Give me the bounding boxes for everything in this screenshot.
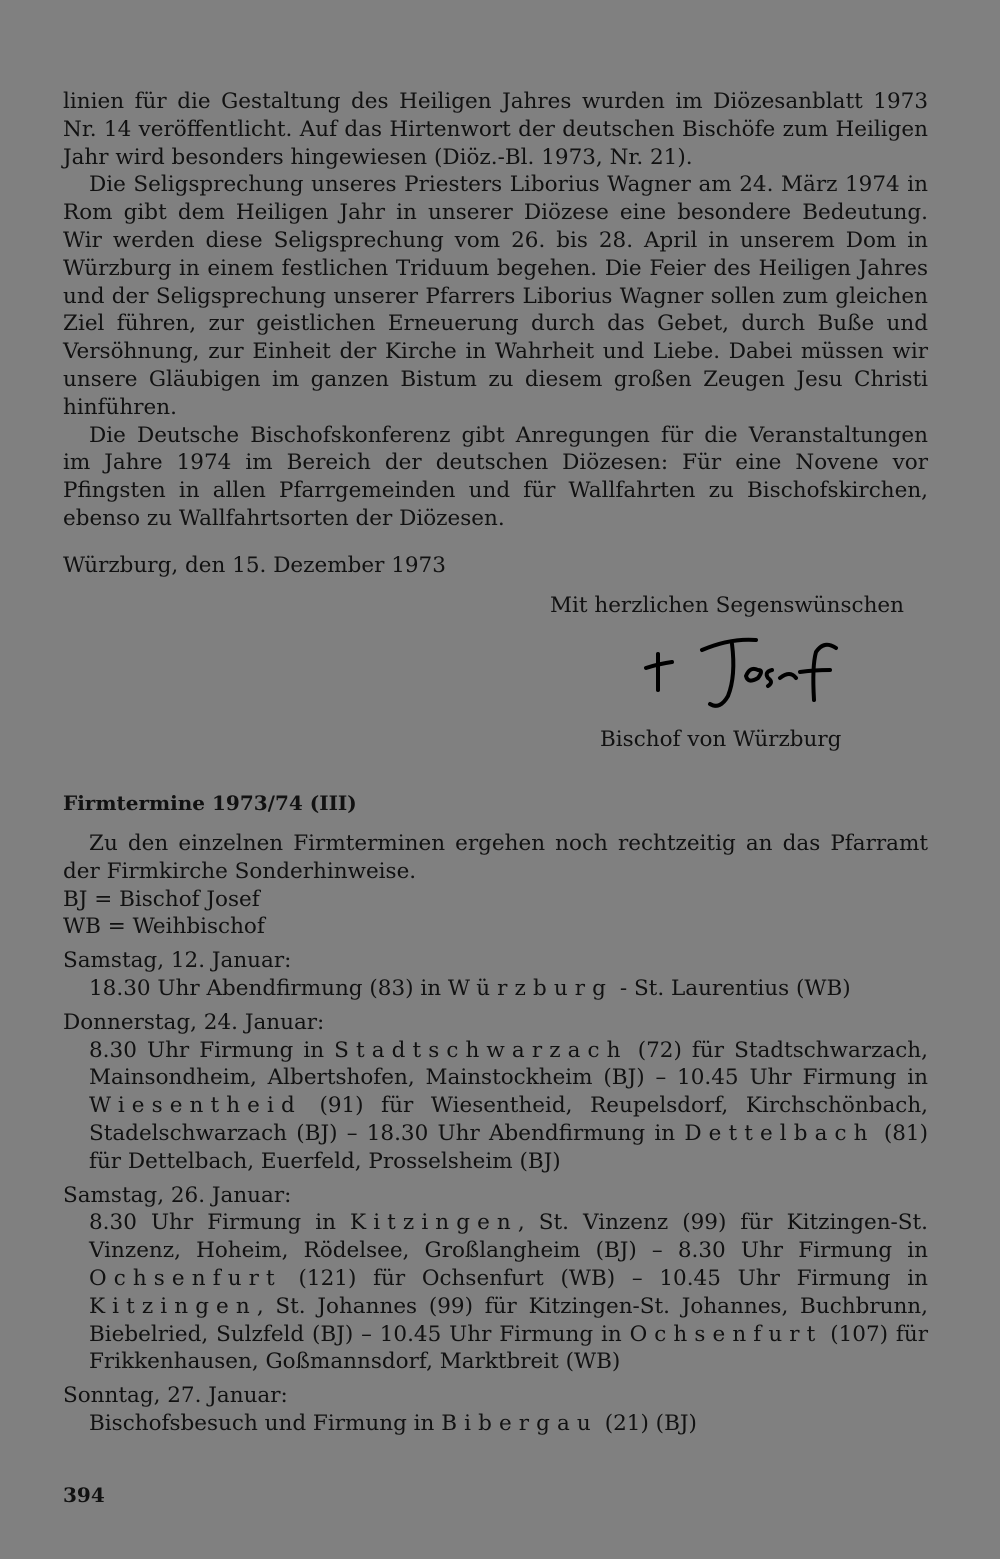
schedule-time-text: 10.45 Uhr Firmung in (677, 1065, 929, 1091)
paragraph: Die Seligsprechung unseres Priesters Liborius Wagner am 24. März 1974 in Rom gibt dem Heiligen Jahr in unserer Diözese eine besondere Bedeutung. Wir werden diese Seligsprechung vom 26. bis 28. April in unserem Dom in Würzburg in einem festlichen Triduum begehen. Die Feier des Heiligen Jahres und der Seligsprechung unserer Pfarrers Liborius Wagner sollen zum gleichen Ziel führen, zur geistlichen Erneuerung durch das Gebet, durch Buße und Versöhnung, zur Einheit der Kirche in Wahrheit und Liebe. Dabei müssen wir unsere Gläubigen im ganzen Bistum zu diesem großen Zeugen Jesu Christi hinführen. (63, 172, 928, 420)
place-name: Ochsenfurt (89, 1265, 282, 1291)
intro-text (63, 88, 928, 533)
section-heading: Firmtermine 1973/74 (III) (63, 791, 357, 815)
schedule-time-text: Bischofsbesuch und Firmung in (89, 1410, 442, 1436)
place-date: Würzburg, den 15. Dezember 1973 (63, 553, 446, 578)
paragraph: Die Deutsche Bischofskonferenz gibt Anregungen für die Veranstaltungen im Jahre 1974 im Bereich der deutschen Diözesen: Für eine Novene vor Pfingsten in allen Pfarrgemeinden und für Wallfahrten zu Bischofskirchen, ebenso zu Wallfahrtsorten der Diözesen. (63, 422, 928, 531)
place-name: Wiesentheid (89, 1093, 302, 1119)
section-body (63, 830, 928, 1438)
page-number: 394 (63, 1483, 105, 1507)
place-name: Würzburg (447, 975, 614, 1001)
schedule-time-text: 18.30 Uhr Abendfirmung in (366, 1120, 685, 1146)
schedule-detail-text: , St. Vinzenz (99) für Kitzingen-St. Vinzenz, Hoheim, Rödelsee, Großlangheim (BJ) – (89, 1210, 929, 1264)
schedule-text (63, 975, 928, 1003)
place-name: Dettelbach (684, 1120, 875, 1146)
schedule-date: Samstag, 12. Januar: (63, 948, 292, 974)
place-name: Stadtschwarzach (334, 1037, 628, 1063)
schedule-detail-text: (72) für Stadtschwarzach, Mainsondheim, Albertshofen, Mainstockheim (BJ) – (89, 1037, 928, 1091)
schedule-text (63, 1037, 928, 1176)
schedule-time-text: 10.45 Uhr Firmung in (379, 1321, 630, 1347)
schedule-detail-text: , St. Johannes (99) für Kitzingen-St. Johannes, Buchbrunn, Biebelried, Sulzfeld (BJ) – (89, 1293, 928, 1347)
signature-drawing (640, 626, 850, 716)
schedule-date: Samstag, 26. Januar: (63, 1182, 292, 1208)
closing-line: Mit herzlichen Segenswünschen (550, 593, 904, 618)
schedule-detail-text: (81) für Dettelbach, Euerfeld, Prosselsheim (BJ) (89, 1120, 928, 1174)
signer-title: Bischof von Würzburg (600, 727, 842, 752)
schedule-text (63, 1410, 928, 1438)
schedule-detail-text: - St. Laurentius (WB) (613, 975, 851, 1001)
schedule-entry (63, 947, 928, 1003)
place-name: Kitzingen (89, 1293, 257, 1319)
confirmation-schedule (63, 947, 928, 1438)
schedule-detail-text: (91) für Wiesentheid, Reupelsdorf, Kirchschönbach, Stadelschwarzach (BJ) – (89, 1093, 928, 1146)
schedule-detail-text: (121) für Ochsenfurt (WB) – (281, 1265, 660, 1291)
schedule-time-text: 10.45 Uhr Firmung in (659, 1265, 928, 1291)
schedule-detail-text: (21) (BJ) (597, 1410, 697, 1436)
place-name: Ochsenfurt (629, 1321, 823, 1347)
paragraph: linien für die Gestaltung des Heiligen Jahres wurden im Diözesanblatt 1973 Nr. 14 veröffentlicht. Auf das Hirtenwort der deutschen Bischöfe zum Heiligen Jahr wird besonders hingewiesen (Diöz.-Bl. 1973, Nr. 21). (63, 89, 928, 170)
section-intro: Zu den einzelnen Firmterminen ergehen noch rechtzeitig an das Pfarramt der Firmkirche Sonderhinweise. (63, 831, 928, 884)
schedule-date: Donnerstag, 24. Januar: (63, 1009, 325, 1035)
schedule-detail-text: (107) für Frikkenhausen, Goßmannsdorf, Marktbreit (WB) (89, 1321, 928, 1375)
signature-handwritten (640, 626, 850, 716)
schedule-text (63, 1209, 928, 1376)
schedule-entry (63, 1182, 928, 1377)
place-name: Kitzingen (350, 1210, 518, 1236)
schedule-entry (63, 1382, 928, 1438)
schedule-time-text: 8.30 Uhr Firmung in (677, 1238, 928, 1264)
schedule-time-text: 8.30 Uhr Firmung in (89, 1037, 335, 1063)
legend-line: BJ = Bischof Josef (63, 886, 260, 912)
legend-line: WB = Weihbischof (63, 914, 265, 940)
place-name: Bibergau (441, 1410, 598, 1436)
schedule-time-text: 18.30 Uhr Abendfirmung (83) in (89, 975, 448, 1001)
schedule-date: Sonntag, 27. Januar: (63, 1383, 288, 1409)
schedule-entry (63, 1009, 928, 1176)
schedule-time-text: 8.30 Uhr Firmung in (89, 1210, 351, 1236)
